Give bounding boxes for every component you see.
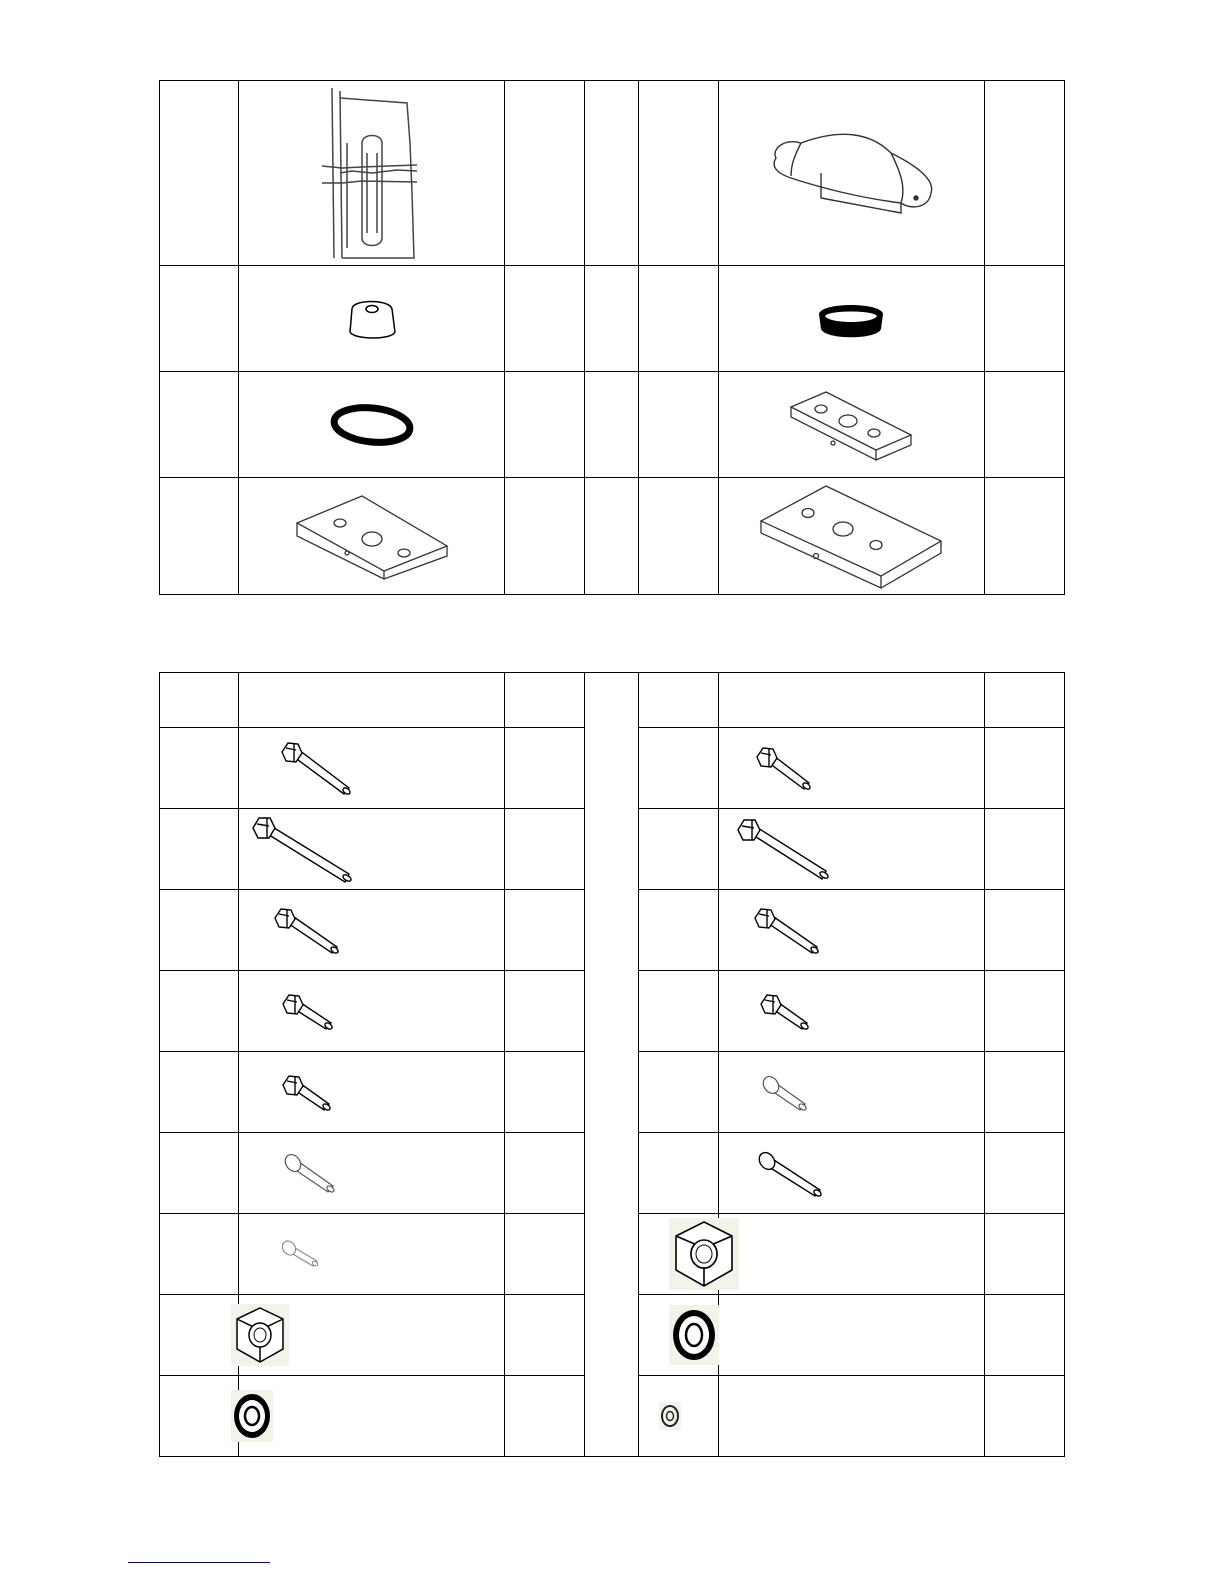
part-image-cell — [719, 372, 984, 478]
table-header-row — [160, 673, 1065, 728]
round-head-bolt-short-icon — [279, 1148, 344, 1198]
hardware-table — [159, 672, 1065, 1457]
part-image-cell — [719, 266, 984, 372]
table-row — [160, 478, 1065, 595]
seat-cover-icon — [761, 118, 941, 228]
small-washer-icon — [659, 1402, 681, 1430]
rubber-foot-cap-icon — [342, 294, 402, 344]
round-head-bolt-short-icon — [757, 1070, 817, 1115]
footer-link-underline[interactable] — [128, 1562, 270, 1563]
hex-bolt-short-icon — [757, 989, 817, 1034]
hex-nut-icon — [231, 1304, 289, 1366]
flat-washer-icon — [231, 1390, 273, 1442]
hex-bolt-medium-icon — [749, 903, 829, 958]
large-hex-nut-icon — [669, 1218, 739, 1290]
part-image-cell — [239, 372, 504, 478]
hex-bolt-short-icon — [279, 989, 339, 1034]
table-row — [160, 372, 1065, 478]
part-image-cell — [239, 478, 504, 595]
part-image-cell — [239, 81, 504, 266]
hex-bolt-long-icon — [734, 814, 834, 884]
frame-plate-icon — [312, 83, 432, 263]
header-cell — [638, 673, 718, 728]
part-image-cell — [719, 81, 984, 266]
small-screw-icon — [279, 1237, 329, 1272]
hex-bolt-short-icon — [279, 1070, 339, 1115]
long-bracket-plate-icon — [292, 491, 452, 581]
header-cell — [239, 673, 504, 728]
hex-bolt-long-icon — [249, 812, 359, 887]
header-cell — [719, 673, 984, 728]
small-bracket-plate-icon — [786, 387, 916, 462]
table-row — [160, 81, 1065, 266]
large-bracket-plate-icon — [756, 481, 946, 591]
round-head-bolt-medium-icon — [754, 1146, 829, 1201]
table-row — [160, 266, 1065, 372]
header-cell — [160, 673, 239, 728]
parts-table — [159, 80, 1065, 595]
part-image-cell — [719, 478, 984, 595]
flat-washer-icon — [669, 1305, 719, 1365]
hex-bolt-medium-icon — [269, 903, 349, 958]
header-cell — [984, 673, 1065, 728]
divider-column — [585, 673, 638, 1457]
part-number-cell — [160, 81, 239, 266]
header-cell — [504, 673, 584, 728]
hex-bolt-medium-icon — [274, 738, 364, 798]
rubber-ring-icon — [811, 294, 891, 344]
part-image-cell — [239, 266, 504, 372]
hex-bolt-short-icon — [749, 741, 829, 796]
oval-ring-icon — [327, 400, 417, 450]
